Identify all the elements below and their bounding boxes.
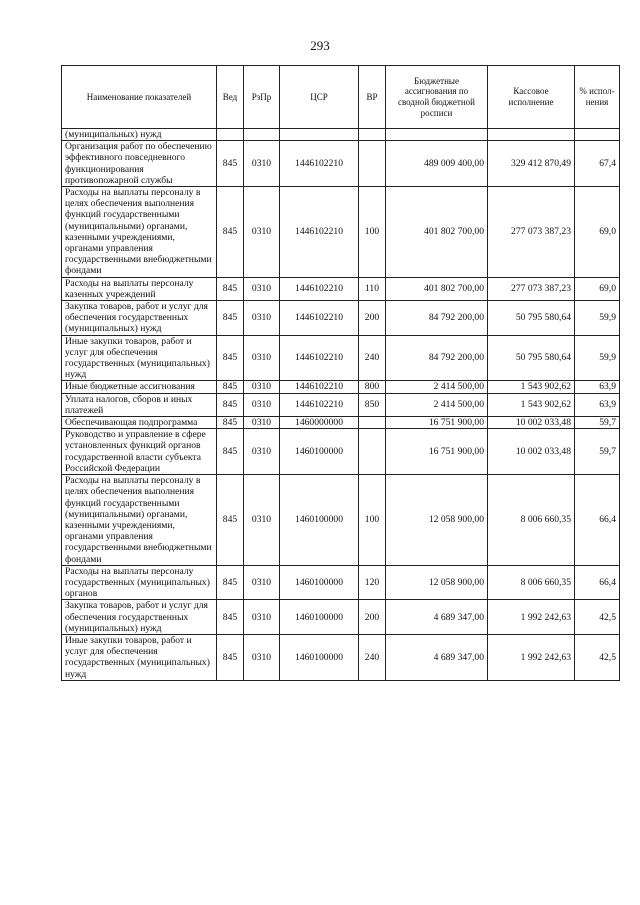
row-rzpr: 0310: [244, 600, 280, 635]
row-assignments: 489 009 400,00: [386, 141, 488, 187]
table-row: [62, 565, 620, 600]
budget-execution-table: [61, 65, 620, 681]
row-rzpr: 0310: [244, 417, 280, 429]
row-ved: 845: [217, 277, 244, 300]
row-vr: 100: [359, 475, 386, 566]
row-execution-percent: 63,9: [575, 381, 620, 393]
row-csr: 1460100000: [280, 475, 359, 566]
row-csr: 1460100000: [280, 634, 359, 680]
row-csr: 1446102210: [280, 335, 359, 381]
row-vr: 120: [359, 565, 386, 600]
row-execution-percent: 63,9: [575, 393, 620, 416]
row-csr: 1460100000: [280, 429, 359, 475]
row-ved: 845: [217, 301, 244, 336]
table-row: [62, 634, 620, 680]
row-csr: 1446102210: [280, 277, 359, 300]
row-vr: 240: [359, 634, 386, 680]
row-cash-execution: 1 992 242,63: [488, 634, 575, 680]
header-execution-percent: % испол-нения: [575, 66, 620, 129]
row-csr: 1446102210: [280, 393, 359, 416]
row-vr: 100: [359, 187, 386, 278]
row-ved: [217, 129, 244, 141]
row-rzpr: 0310: [244, 381, 280, 393]
header-vr: ВР: [359, 66, 386, 129]
table-row: [62, 600, 620, 635]
row-rzpr: [244, 129, 280, 141]
row-cash-execution: [488, 129, 575, 141]
row-assignments: [386, 129, 488, 141]
row-ved: 845: [217, 565, 244, 600]
row-name: Расходы на выплаты персоналу казенных учреждений: [62, 277, 217, 300]
row-csr: 1446102210: [280, 187, 359, 278]
row-vr: 110: [359, 277, 386, 300]
row-vr: 850: [359, 393, 386, 416]
header-assignments: Бюджетные ассигнования по сводной бюджетной росписи: [386, 66, 488, 129]
row-rzpr: 0310: [244, 475, 280, 566]
row-name: Руководство и управление в сфере установленных функций органов государственной власти субъекта Российской Федерации: [62, 429, 217, 475]
row-cash-execution: 329 412 870,49: [488, 141, 575, 187]
row-assignments: 84 792 200,00: [386, 335, 488, 381]
header-name: Наименование показателей: [62, 66, 217, 129]
row-assignments: 4 689 347,00: [386, 600, 488, 635]
row-assignments: 12 058 900,00: [386, 565, 488, 600]
row-execution-percent: 69,0: [575, 187, 620, 278]
page-number: 293: [310, 38, 330, 53]
row-vr: 200: [359, 301, 386, 336]
row-ved: 845: [217, 429, 244, 475]
row-vr: [359, 417, 386, 429]
table-header-row: [62, 66, 620, 129]
row-csr: [280, 129, 359, 141]
row-csr: 1446102210: [280, 301, 359, 336]
row-execution-percent: 59,9: [575, 335, 620, 381]
row-rzpr: 0310: [244, 634, 280, 680]
row-csr: 1446102210: [280, 381, 359, 393]
row-cash-execution: 1 543 902,62: [488, 393, 575, 416]
table-row: [62, 393, 620, 416]
row-cash-execution: 50 795 580,64: [488, 301, 575, 336]
table-row: [62, 301, 620, 336]
row-rzpr: 0310: [244, 187, 280, 278]
row-assignments: 2 414 500,00: [386, 393, 488, 416]
row-name: Иные закупки товаров, работ и услуг для обеспечения государственных (муниципальных) нужд: [62, 335, 217, 381]
row-execution-percent: 59,7: [575, 429, 620, 475]
table-row: [62, 141, 620, 187]
header-rzpr: РзПр: [244, 66, 280, 129]
row-execution-percent: 42,5: [575, 634, 620, 680]
row-rzpr: 0310: [244, 393, 280, 416]
row-cash-execution: 8 006 660,35: [488, 475, 575, 566]
row-assignments: 16 751 900,00: [386, 417, 488, 429]
row-cash-execution: 277 073 387,23: [488, 187, 575, 278]
table-row: [62, 429, 620, 475]
row-ved: 845: [217, 141, 244, 187]
row-rzpr: 0310: [244, 335, 280, 381]
row-ved: 845: [217, 335, 244, 381]
row-rzpr: 0310: [244, 429, 280, 475]
row-name: Иные бюджетные ассигнования: [62, 381, 217, 393]
row-execution-percent: 66,4: [575, 565, 620, 600]
row-execution-percent: 69,0: [575, 277, 620, 300]
row-rzpr: 0310: [244, 277, 280, 300]
row-name: Закупка товаров, работ и услуг для обеспечения государственных (муниципальных) нужд: [62, 301, 217, 336]
row-execution-percent: 59,7: [575, 417, 620, 429]
row-cash-execution: 8 006 660,35: [488, 565, 575, 600]
row-csr: 1460000000: [280, 417, 359, 429]
row-vr: 240: [359, 335, 386, 381]
row-name: (муниципальных) нужд: [62, 129, 217, 141]
row-assignments: 16 751 900,00: [386, 429, 488, 475]
row-execution-percent: 66,4: [575, 475, 620, 566]
table-row: [62, 187, 620, 278]
row-assignments: 401 802 700,00: [386, 187, 488, 278]
table-row: [62, 475, 620, 566]
header-ved: Вед: [217, 66, 244, 129]
header-csr: ЦСР: [280, 66, 359, 129]
table-row: [62, 277, 620, 300]
row-vr: [359, 429, 386, 475]
row-ved: 845: [217, 475, 244, 566]
row-name: Расходы на выплаты персоналу государственных (муниципальных) органов: [62, 565, 217, 600]
row-name: Расходы на выплаты персоналу в целях обеспечения выполнения функций государственными (муниципальными) органами, казенными учреждениями, органами управления государственными внебюджетными фондами: [62, 187, 217, 278]
row-cash-execution: 277 073 387,23: [488, 277, 575, 300]
row-cash-execution: 1 992 242,63: [488, 600, 575, 635]
row-vr: [359, 129, 386, 141]
table-row: [62, 417, 620, 429]
table-row: [62, 129, 620, 141]
row-execution-percent: 67,4: [575, 141, 620, 187]
row-name: Закупка товаров, работ и услуг для обеспечения государственных (муниципальных) нужд: [62, 600, 217, 635]
row-ved: 845: [217, 393, 244, 416]
row-assignments: 4 689 347,00: [386, 634, 488, 680]
row-execution-percent: 42,5: [575, 600, 620, 635]
row-execution-percent: [575, 129, 620, 141]
row-cash-execution: 50 795 580,64: [488, 335, 575, 381]
row-vr: 200: [359, 600, 386, 635]
row-ved: 845: [217, 187, 244, 278]
row-cash-execution: 10 002 033,48: [488, 417, 575, 429]
row-name: Обеспечивающая подпрограмма: [62, 417, 217, 429]
row-cash-execution: 1 543 902,62: [488, 381, 575, 393]
row-assignments: 84 792 200,00: [386, 301, 488, 336]
table-row: [62, 335, 620, 381]
row-assignments: 2 414 500,00: [386, 381, 488, 393]
row-execution-percent: 59,9: [575, 301, 620, 336]
row-name: Уплата налогов, сборов и иных платежей: [62, 393, 217, 416]
row-assignments: 12 058 900,00: [386, 475, 488, 566]
row-name: Организация работ по обеспечению эффективного повседневного функционирования противопожарной службы: [62, 141, 217, 187]
row-ved: 845: [217, 381, 244, 393]
row-assignments: 401 802 700,00: [386, 277, 488, 300]
row-name: Иные закупки товаров, работ и услуг для обеспечения государственных (муниципальных) нужд: [62, 634, 217, 680]
row-csr: 1460100000: [280, 565, 359, 600]
row-csr: 1446102210: [280, 141, 359, 187]
header-cash-execution: Кассовое исполнение: [488, 66, 575, 129]
row-ved: 845: [217, 634, 244, 680]
row-ved: 845: [217, 417, 244, 429]
row-cash-execution: 10 002 033,48: [488, 429, 575, 475]
row-csr: 1460100000: [280, 600, 359, 635]
row-rzpr: 0310: [244, 301, 280, 336]
row-rzpr: 0310: [244, 141, 280, 187]
row-ved: 845: [217, 600, 244, 635]
row-vr: 800: [359, 381, 386, 393]
table-row: [62, 381, 620, 393]
row-rzpr: 0310: [244, 565, 280, 600]
row-name: Расходы на выплаты персоналу в целях обеспечения выполнения функций государственными (муниципальными) органами, казенными учреждениями, органами управления государственными внебюджетными фондами: [62, 475, 217, 566]
row-vr: [359, 141, 386, 187]
